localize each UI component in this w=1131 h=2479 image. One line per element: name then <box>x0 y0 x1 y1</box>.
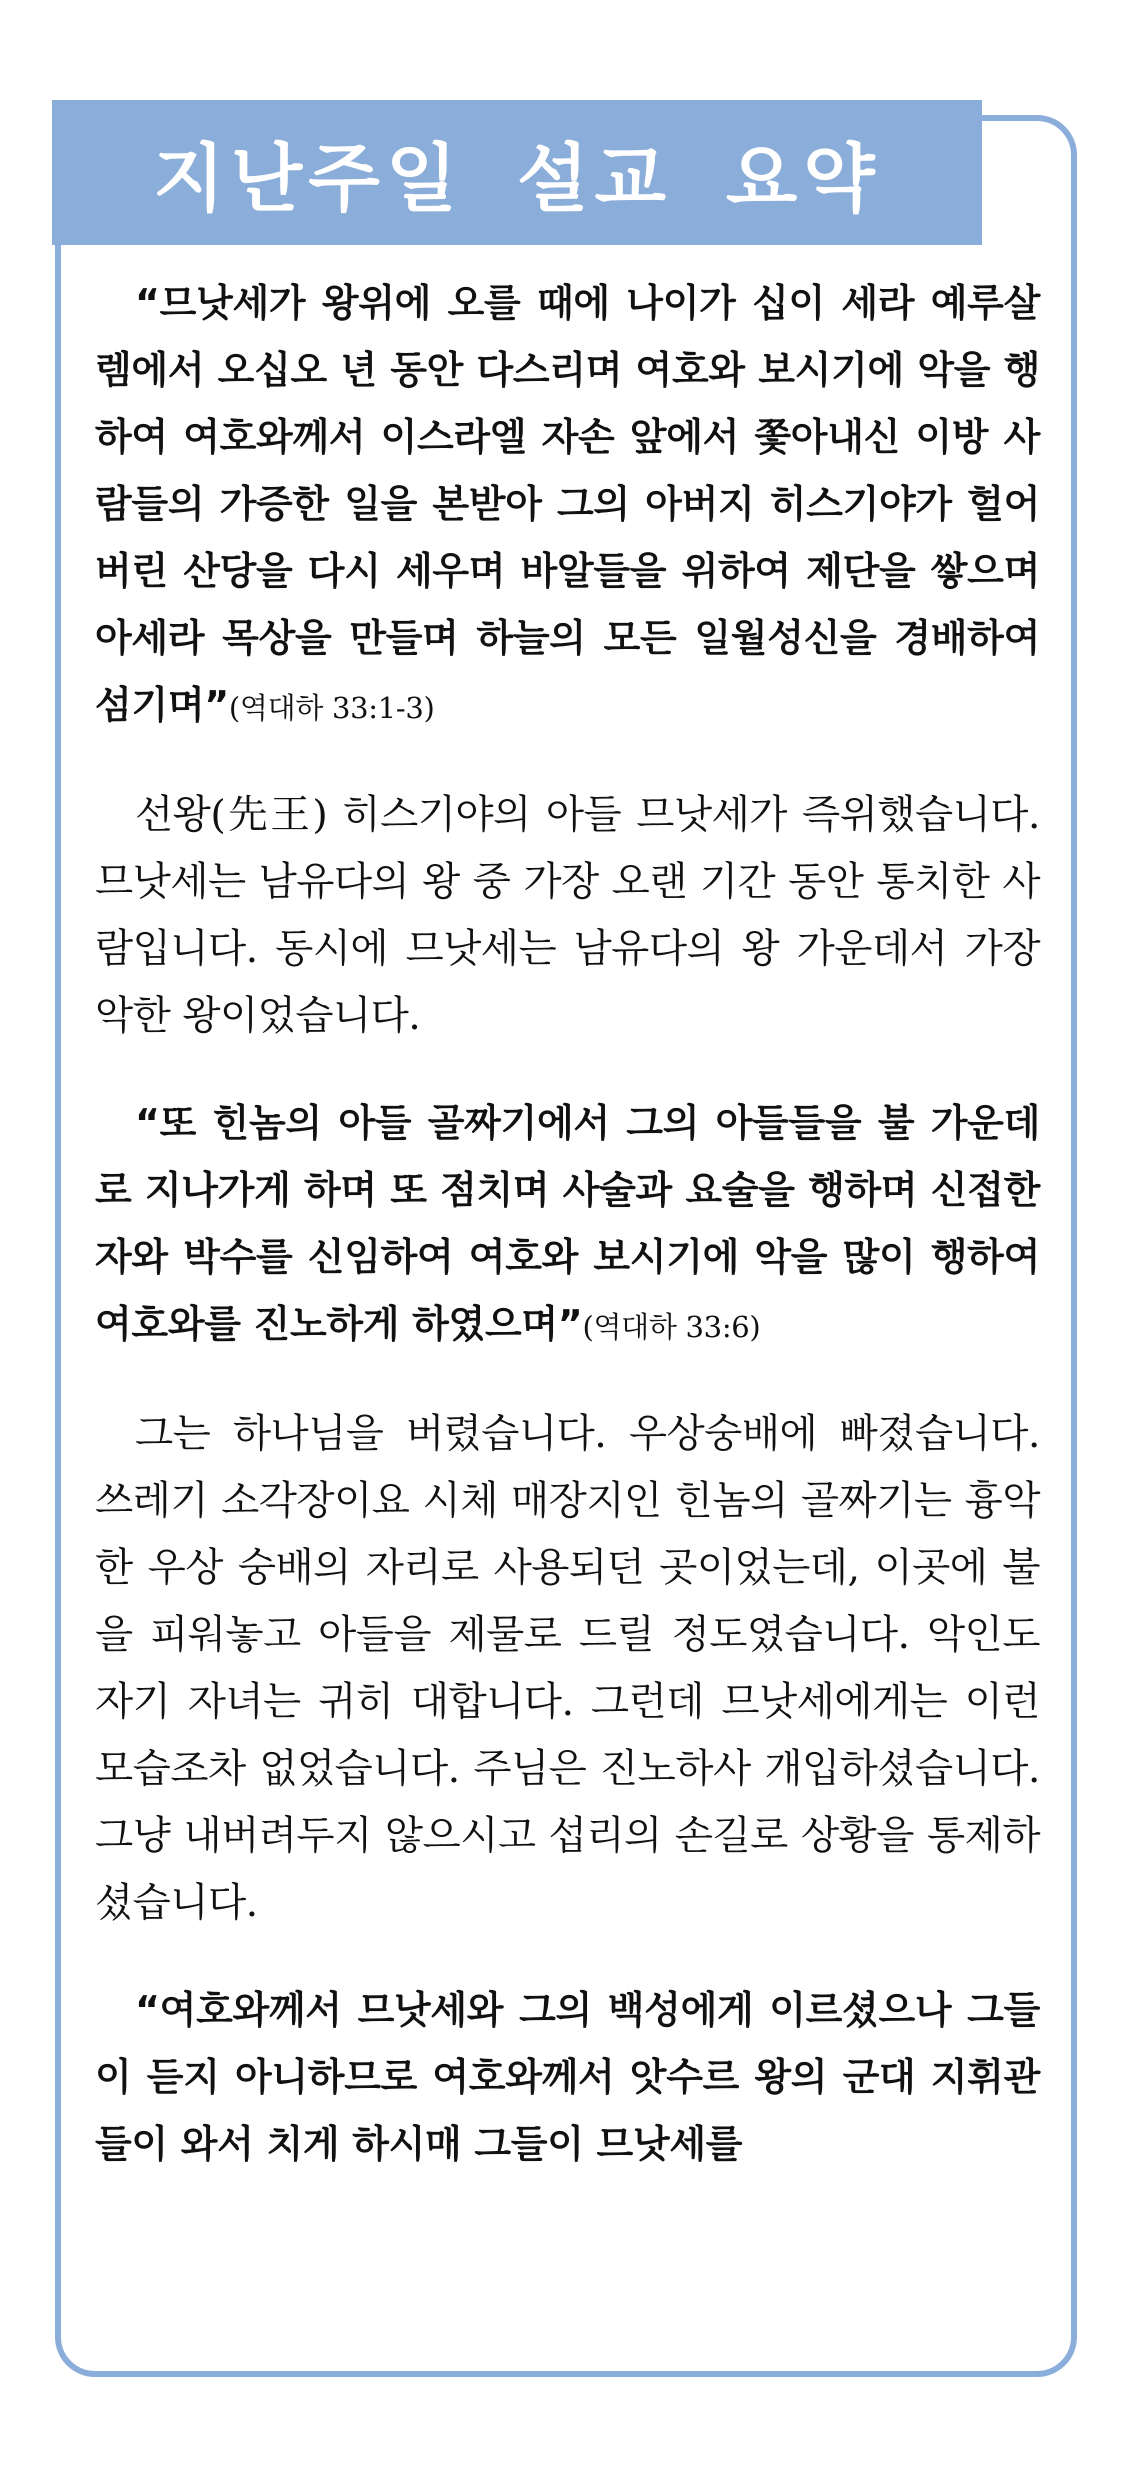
quote-text: “또 힌놈의 아들 골짜기에서 그의 아들들을 불 가운데로 지나가게 하며 또 점치며 사술과 요술을 행하며 신접한 자와 박수를 신임하여 여호와 보시기에 악을 많이 행하여 여호와를 진노하게 하였으며” <box>95 1101 1040 1346</box>
page-title: 지난주일 설교 요약 <box>153 135 881 222</box>
title-banner <box>52 100 982 245</box>
scripture-quote-2 <box>95 1090 1040 1361</box>
scripture-reference: (역대하 33:6) <box>582 1310 761 1344</box>
sermon-summary <box>95 270 1040 2178</box>
body-paragraph-1: 선왕(先王) 히스기야의 아들 므낫세가 즉위했습니다. 므낫세는 남유다의 왕 중 가장 오랜 기간 동안 통치한 사람입니다. 동시에 므낫세는 남유다의 왕 가운데서 가장 악한 왕이었습니다. <box>95 792 1040 1039</box>
scripture-quote-3 <box>95 1977 1040 2178</box>
scripture-quote-1 <box>95 270 1040 742</box>
quote-text: “므낫세가 왕위에 오를 때에 나이가 십이 세라 예루살렘에서 오십오 년 동안 다스리며 여호와 보시기에 악을 행하여 여호와께서 이스라엘 자손 앞에서 쫓아내신 이방 사람들의 가증한 일을 본받아 그의 아버지 히스기야가 헐어 버린 산당을 다시 세우며 바알들을 위하여 제단을 쌓으며 아세라 목상을 만들며 하늘의 모든 일월성신을 경배하여 섬기며” <box>95 281 1040 727</box>
scripture-reference: (역대하 33:1-3) <box>228 691 435 725</box>
quote-text: “여호와께서 므낫세와 그의 백성에게 이르셨으나 그들이 듣지 아니하므로 여호와께서 앗수르 왕의 군대 지휘관들이 와서 치게 하시매 그들이 므낫세를 <box>95 1988 1040 2166</box>
body-paragraph-2: 그는 하나님을 버렸습니다. 우상숭배에 빠졌습니다. 쓰레기 소각장이요 시체 매장지인 힌놈의 골짜기는 흉악한 우상 숭배의 자리로 사용되던 곳이었는데, 이곳에 불을 피워놓고 아들을 제물로 드릴 정도였습니다. 악인도 자기 자녀는 귀히 대합니다. 그런데 므낫세에게는 이런 모습조차 없었습니다. 주님은 진노하사 개입하셨습니다. 그냥 내버려두지 않으시고 섭리의 손길로 상황을 통제하셨습니다. <box>95 1411 1040 1926</box>
